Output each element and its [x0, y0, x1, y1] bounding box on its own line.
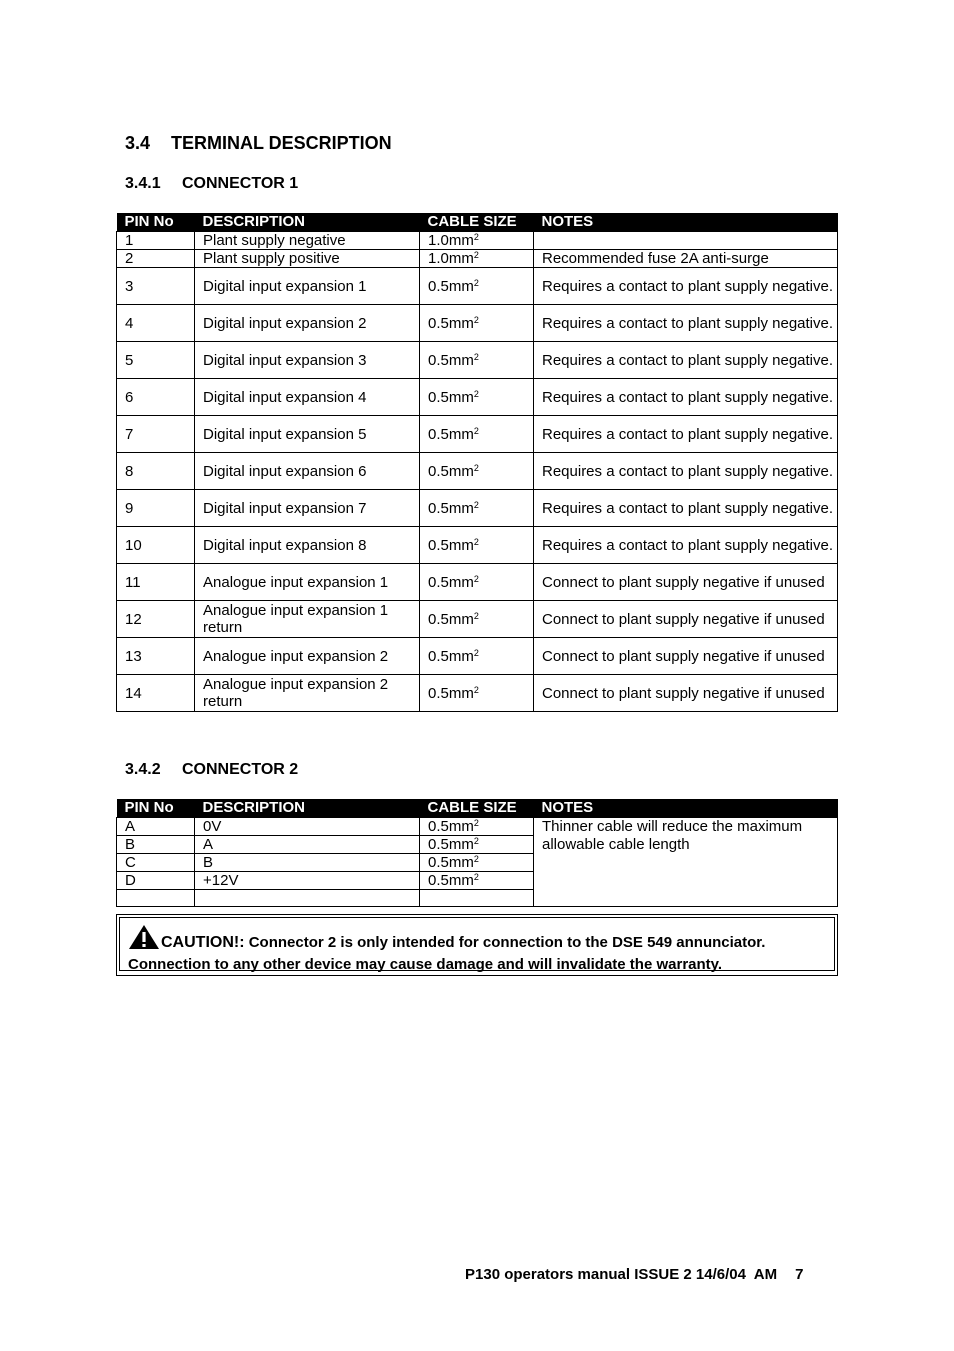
cable-value: 0.5mm	[428, 836, 474, 853]
cable-superscript: 2	[473, 232, 479, 242]
cell-description: Plant supply positive	[195, 250, 420, 268]
header-cable-size: CABLE SIZE	[420, 213, 534, 232]
cell-pin: 8	[117, 453, 195, 490]
cable-superscript: 2	[473, 462, 479, 473]
cell-description: Digital input expansion 1	[195, 268, 420, 305]
cell-description: Analogue input expansion 1	[195, 564, 420, 601]
cable-value: 1.0mm	[428, 250, 474, 267]
cable-value: 0.5mm	[428, 351, 474, 369]
cable-superscript: 2	[473, 836, 479, 846]
cable-superscript: 2	[473, 425, 479, 436]
spacer-cell	[195, 890, 420, 907]
cell-notes: Requires a contact to plant supply negative.	[534, 379, 838, 416]
cell-cable-size	[420, 818, 534, 836]
connector1-heading	[125, 175, 298, 193]
cell-pin: 13	[117, 638, 195, 675]
table-header-row	[117, 213, 838, 232]
header-notes: NOTES	[534, 213, 838, 232]
header-pin: PIN No	[117, 799, 195, 818]
table-row	[117, 250, 838, 268]
cell-cable-size	[420, 675, 534, 712]
table-row	[117, 268, 838, 305]
cable-value: 0.5mm	[428, 647, 474, 665]
cable-value: 0.5mm	[428, 425, 474, 443]
header-description: DESCRIPTION	[195, 213, 420, 232]
section-heading	[125, 133, 392, 154]
cell-pin: 9	[117, 490, 195, 527]
cable-value: 0.5mm	[428, 610, 474, 628]
cell-notes: Connect to plant supply negative if unused	[534, 564, 838, 601]
header-cable-size: CABLE SIZE	[420, 799, 534, 818]
table-row	[117, 232, 838, 250]
section-title: TERMINAL DESCRIPTION	[171, 133, 392, 153]
cell-notes	[534, 232, 838, 250]
cable-value: 0.5mm	[428, 818, 474, 835]
caution-text-line1: Connector 2 is only intended for connection to the DSE 549 annunciator.	[248, 934, 766, 951]
caution-content	[119, 917, 835, 971]
cable-value: 0.5mm	[428, 573, 474, 591]
connector1-title: CONNECTOR 1	[182, 175, 299, 192]
cable-superscript: 2	[473, 314, 479, 325]
cell-description: Digital input expansion 7	[195, 490, 420, 527]
connector1-table	[116, 213, 838, 712]
spacer-cell	[420, 890, 534, 907]
cell-notes: Connect to plant supply negative if unused	[534, 601, 838, 638]
cell-cable-size	[420, 232, 534, 250]
table-row	[117, 818, 838, 836]
connector2-number: 3.4.2	[125, 761, 161, 778]
cell-cable-size	[420, 872, 534, 890]
connector1-number: 3.4.1	[125, 175, 161, 192]
cell-pin: 1	[117, 232, 195, 250]
cable-value: 0.5mm	[428, 872, 474, 889]
caution-text-line2: Connection to any other device may cause damage and will invalidate the warranty.	[128, 956, 723, 973]
cell-cable-size	[420, 638, 534, 675]
cell-cable-size	[420, 490, 534, 527]
cell-description: Digital input expansion 5	[195, 416, 420, 453]
footer-text: P130 operators manual ISSUE 2 14/6/04 AM	[465, 1266, 778, 1283]
cell-pin: 11	[117, 564, 195, 601]
table-header-row	[117, 799, 838, 818]
cable-value: 0.5mm	[428, 536, 474, 554]
cable-value: 1.0mm	[428, 232, 474, 249]
table-row	[117, 453, 838, 490]
cell-description: Digital input expansion 8	[195, 527, 420, 564]
header-notes: NOTES	[534, 799, 838, 818]
cable-superscript: 2	[473, 277, 479, 288]
table-row	[117, 490, 838, 527]
cable-superscript: 2	[473, 854, 479, 864]
cell-notes: Thinner cable will reduce the maximum allowable cable length	[534, 818, 838, 907]
table-row	[117, 601, 838, 638]
cable-superscript: 2	[473, 351, 479, 362]
cable-superscript: 2	[473, 872, 479, 882]
cell-cable-size	[420, 836, 534, 854]
cell-pin: 7	[117, 416, 195, 453]
cell-cable-size	[420, 527, 534, 564]
connector2-title: CONNECTOR 2	[182, 761, 299, 778]
cell-description: 0V	[195, 818, 420, 836]
cable-value: 0.5mm	[428, 388, 474, 406]
cell-pin: A	[117, 818, 195, 836]
spacer-cell	[117, 890, 195, 907]
cell-pin: 14	[117, 675, 195, 712]
cell-notes: Requires a contact to plant supply negative.	[534, 305, 838, 342]
cable-superscript: 2	[473, 250, 479, 260]
cell-cable-size	[420, 416, 534, 453]
cell-pin: 4	[117, 305, 195, 342]
cable-superscript: 2	[473, 536, 479, 547]
cable-superscript: 2	[473, 684, 479, 695]
cell-notes: Connect to plant supply negative if unused	[534, 638, 838, 675]
cell-cable-size	[420, 564, 534, 601]
cell-pin: 10	[117, 527, 195, 564]
cell-notes: Requires a contact to plant supply negative.	[534, 453, 838, 490]
cable-value: 0.5mm	[428, 462, 474, 480]
table-row	[117, 416, 838, 453]
cable-value: 0.5mm	[428, 684, 474, 702]
cable-superscript: 2	[473, 573, 479, 584]
cell-notes: Requires a contact to plant supply negative.	[534, 268, 838, 305]
cable-superscript: 2	[473, 499, 479, 510]
cable-superscript: 2	[473, 388, 479, 399]
cell-cable-size	[420, 250, 534, 268]
table-row	[117, 342, 838, 379]
cell-cable-size	[420, 379, 534, 416]
cell-cable-size	[420, 601, 534, 638]
cable-superscript: 2	[473, 647, 479, 658]
cell-pin: C	[117, 854, 195, 872]
cable-value: 0.5mm	[428, 499, 474, 517]
cell-description: B	[195, 854, 420, 872]
table-row	[117, 564, 838, 601]
cell-pin: 2	[117, 250, 195, 268]
cable-superscript: 2	[473, 818, 479, 828]
cell-notes: Requires a contact to plant supply negative.	[534, 490, 838, 527]
cell-pin: B	[117, 836, 195, 854]
cell-description: Digital input expansion 4	[195, 379, 420, 416]
cell-description: Analogue input expansion 1 return	[195, 601, 420, 638]
warning-triangle-icon	[128, 924, 160, 955]
cell-description: A	[195, 836, 420, 854]
page-number: 7	[795, 1266, 804, 1283]
cell-cable-size	[420, 854, 534, 872]
cell-notes: Requires a contact to plant supply negative.	[534, 416, 838, 453]
cell-description: Analogue input expansion 2	[195, 638, 420, 675]
caution-box	[116, 914, 838, 976]
connector2-heading	[125, 761, 298, 779]
cable-value: 0.5mm	[428, 277, 474, 295]
cell-pin: D	[117, 872, 195, 890]
table-row	[117, 675, 838, 712]
cell-description: Plant supply negative	[195, 232, 420, 250]
cell-notes: Connect to plant supply negative if unused	[534, 675, 838, 712]
cell-pin: 12	[117, 601, 195, 638]
cell-description: Digital input expansion 3	[195, 342, 420, 379]
table-row	[117, 527, 838, 564]
cell-cable-size	[420, 342, 534, 379]
table-row	[117, 379, 838, 416]
cell-description: Analogue input expansion 2 return	[195, 675, 420, 712]
connector2-table	[116, 799, 838, 907]
cable-value: 0.5mm	[428, 854, 474, 871]
table-row	[117, 305, 838, 342]
cell-pin: 6	[117, 379, 195, 416]
cable-value: 0.5mm	[428, 314, 474, 332]
cell-notes: Recommended fuse 2A anti-surge	[534, 250, 838, 268]
caution-label: CAUTION!:	[161, 934, 245, 951]
header-description: DESCRIPTION	[195, 799, 420, 818]
cell-notes: Requires a contact to plant supply negative.	[534, 527, 838, 564]
page-footer	[465, 1266, 803, 1283]
cell-pin: 3	[117, 268, 195, 305]
cable-superscript: 2	[473, 610, 479, 621]
section-number: 3.4	[125, 133, 151, 153]
header-pin: PIN No	[117, 213, 195, 232]
cell-cable-size	[420, 305, 534, 342]
cell-pin: 5	[117, 342, 195, 379]
cell-description: Digital input expansion 6	[195, 453, 420, 490]
cell-cable-size	[420, 268, 534, 305]
cell-description: +12V	[195, 872, 420, 890]
cell-cable-size	[420, 453, 534, 490]
cell-notes: Requires a contact to plant supply negative.	[534, 342, 838, 379]
cell-description: Digital input expansion 2	[195, 305, 420, 342]
table-row	[117, 638, 838, 675]
